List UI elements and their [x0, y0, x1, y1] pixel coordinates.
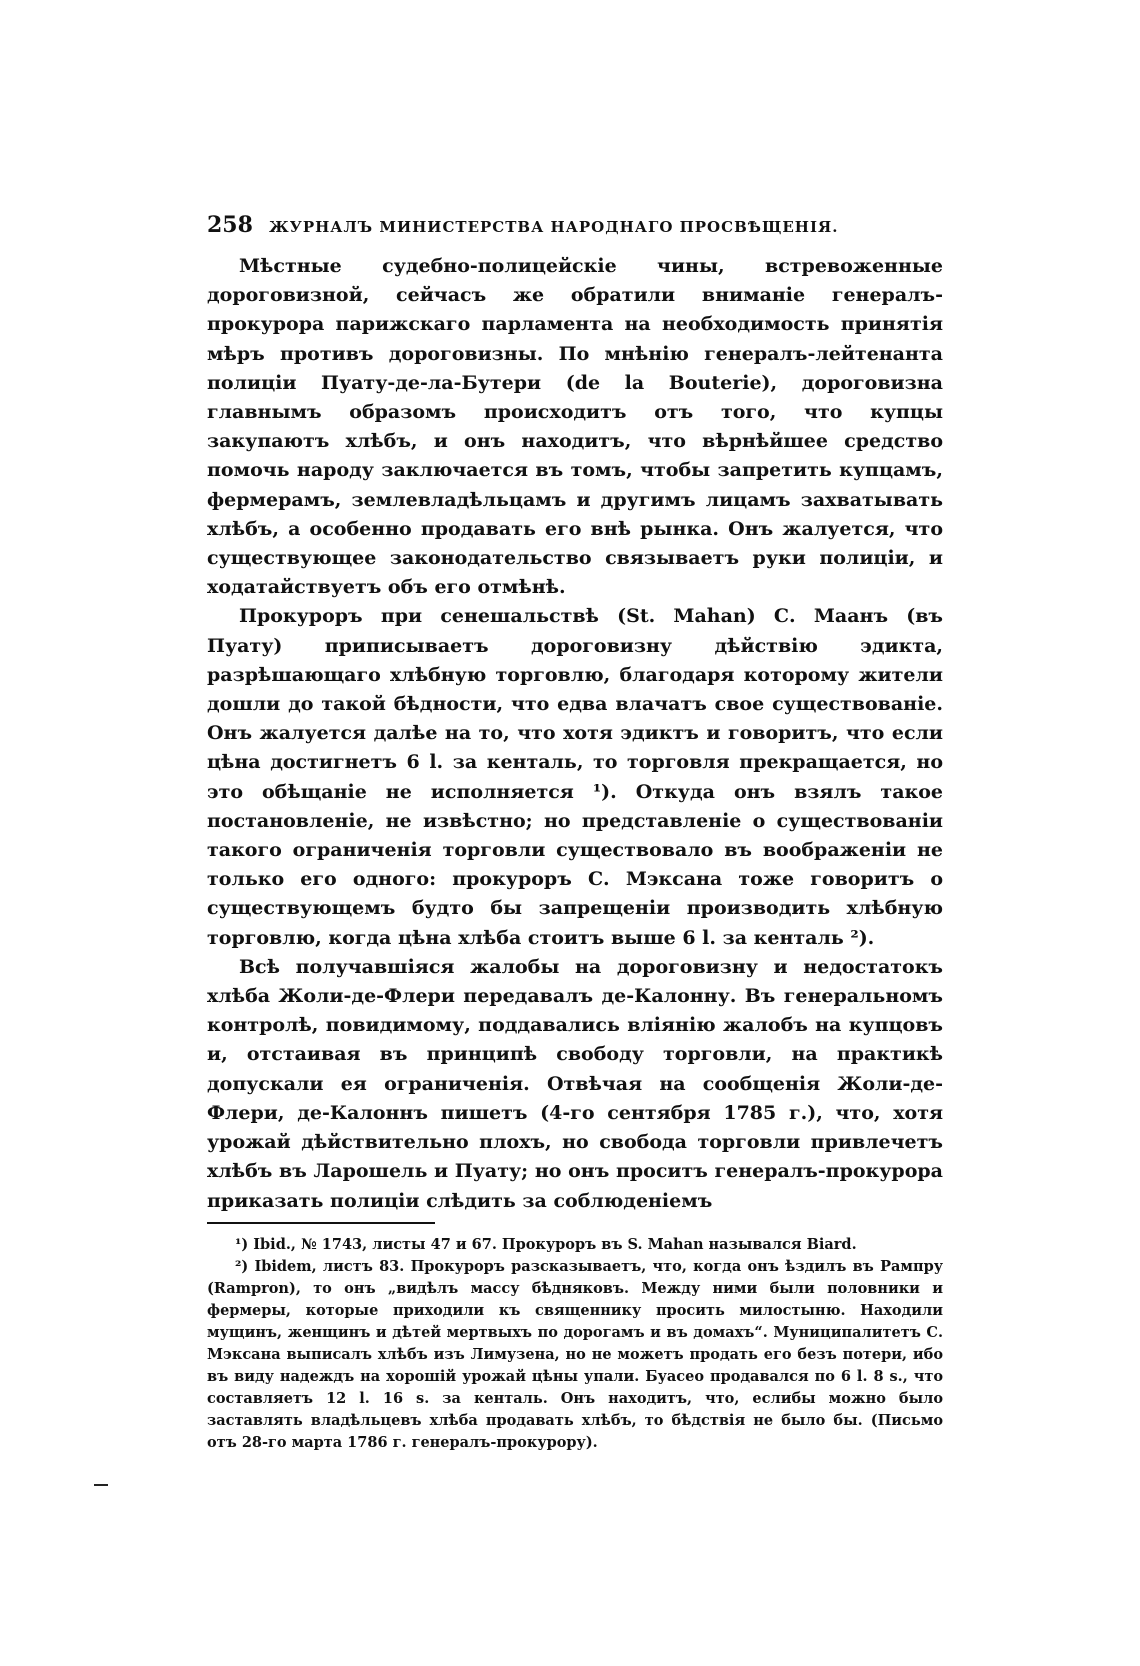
footnotes [207, 1234, 943, 1454]
footnote: ²) Ibidem, листъ 83. Прокуроръ разсказываетъ, что, когда онъ ѣздилъ въ Рампру (Rampron), то онъ „видѣлъ массу бѣдняковъ. Между ними были половники и фермеры, которые приходили къ священнику просить милостыню. Находили мущинъ, женщинъ и дѣтей мертвыхъ по дорогамъ и въ домахъ“. Муниципалитетъ С. Мэксана выписалъ хлѣбъ изъ Лимузена, но не можетъ продать его безъ потери, ибо въ виду надеждъ на хорошiй урожай цѣны упали. Буасео продавался по 6 l. 8 s., что составляетъ 12 l. 16 s. за кенталь. Онъ находитъ, что, еслибы можно было заставлять владѣльцевъ хлѣба продавать хлѣбъ, то бѣдствiя не было бы. (Письмо отъ 28-го марта 1786 г. генералъ-прокурору). [207, 1257, 943, 1451]
paragraph: Мѣстные судебно-полицейскiе чины, встревоженные дороговизной, сейчасъ же обратили вниманiе генералъ-прокурора парижскаго парламента на необходимость принятiя мѣръ противъ дороговизны. По мнѣнiю генералъ-лейтенанта полицiи Пуату-де-ла-Бутери (de la Bouterie), дороговизна главнымъ образомъ происходитъ отъ того, что купцы закупаютъ хлѣбъ, и онъ находитъ, что вѣрнѣйшее средство помочь народу заключается въ томъ, чтобы запретить купцамъ, фермерамъ, землевладѣльцамъ и другимъ лицамъ захватывать хлѣбъ, а особенно продавать его внѣ рынка. Онъ жалуется, что существующее законодательство связываетъ руки полицiи, и ходатайствуетъ объ его отмѣнѣ. [207, 255, 943, 599]
running-title: ЖУРНАЛЪ МИНИСТЕРСТВА НАРОДНАГО ПРОСВѢЩЕНIЯ. [269, 218, 839, 236]
paragraph: Прокуроръ при сенешальствѣ (St. Mahan) С. Маанъ (въ Пуату) приписываетъ дороговизну дѣйствiю эдикта, разрѣшающаго хлѣбную торговлю, благодаря которому жители дошли до такой бѣдности, что едва влачатъ свое существованiе. Онъ жалуется далѣе на то, что хотя эдиктъ и говоритъ, что если цѣна достигнетъ 6 l. за кенталь, то торговля прекращается, но это обѣщанiе не исполняется ¹). Откуда онъ взялъ такое постановленiе, не извѣстно; но представленiе о существованiи такого ограниченiя торговли существовало въ воображенiи не только его одного: прокуроръ С. Мэксана тоже говоритъ о существующемъ будто бы запрещенiи производить хлѣбную торговлю, когда цѣна хлѣба стоитъ выше 6 l. за кенталь ²). [207, 605, 943, 949]
footnote-divider [207, 1222, 435, 1224]
page-number: 258 [207, 212, 253, 238]
body-text [207, 252, 943, 1216]
footnote: ¹) Ibid., № 1743, листы 47 и 67. Прокуроръ въ S. Mahan назывался Biard. [235, 1235, 857, 1253]
document-page [207, 212, 943, 1454]
margin-dash [94, 1484, 108, 1486]
running-header [207, 212, 943, 238]
paragraph: Всѣ получавшiяся жалобы на дороговизну и недостатокъ хлѣба Жоли-де-Флери передавалъ де-Калонну. Въ генеральномъ контролѣ, повидимому, поддавались влiянiю жалобъ на купцовъ и, отстаивая въ принципѣ свободу торговли, на практикѣ допускали ея ограниченiя. Отвѣчая на сообщенiя Жоли-де-Флери, де-Калоннъ пишетъ (4-го сентября 1785 г.), что, хотя урожай дѣйствительно плохъ, но свобода торговли привлечетъ хлѣбъ въ Ларошель и Пуату; но онъ проситъ генералъ-прокурора приказать полицiи слѣдить за соблюденiемъ [207, 955, 943, 1212]
